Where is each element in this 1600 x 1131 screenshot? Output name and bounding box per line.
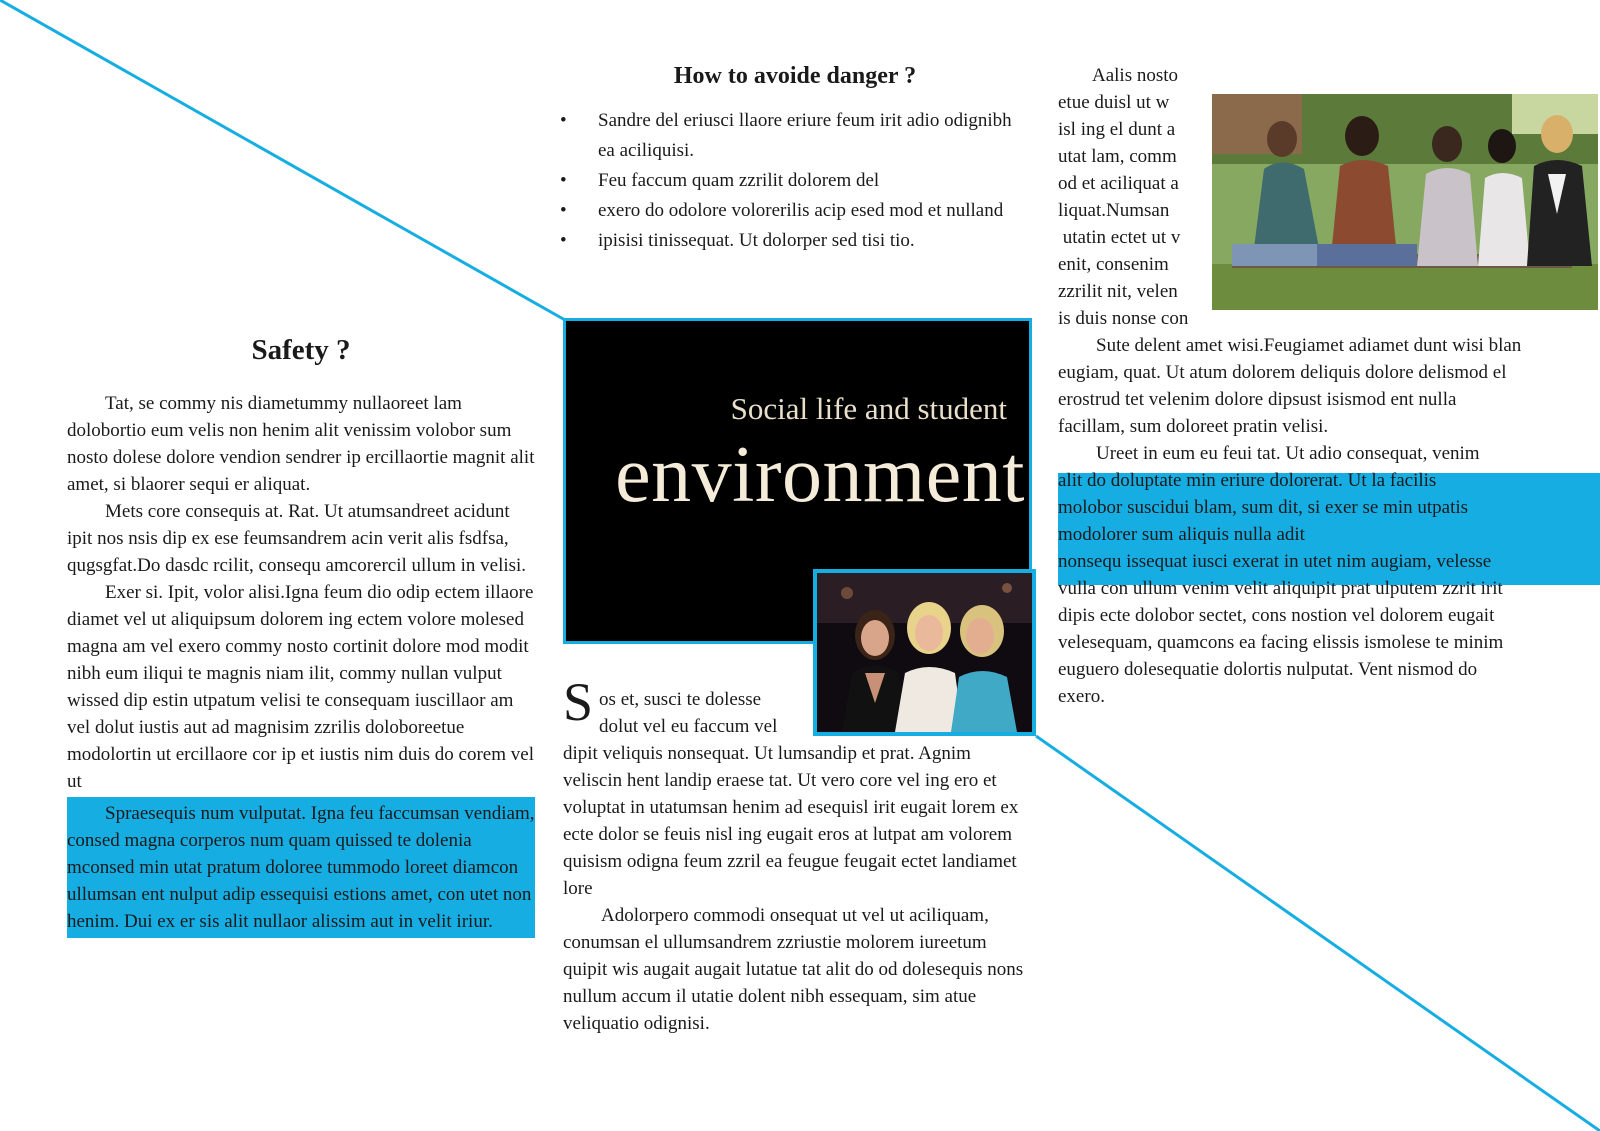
right-paragraph-2: Sute delent amet wisi.Feugiamet adiamet dunt wisi blan eugiam, quat. Ut atum dolorem deliquis dolore delismod el erostrud tet velenim dolore dipsust isismod ent nulla facillam, sum doloreet pratin velisi. [1058,335,1522,437]
middle-paragraph-1-line-2: dolut vel eu faccum vel [599,716,778,737]
right-narrow-line: isl ing el dunt a [1058,119,1176,140]
danger-list [560,106,1030,256]
danger-list-item: • exero do odolore volorerilis acip esed mod et nulland [560,196,1030,226]
right-narrow-line: is duis nonse con [1058,308,1189,329]
right-narrow-line: liquat.Numsan [1058,200,1170,221]
middle-paragraph-2: Adolorpero commodi onsequat ut vel ut aciliquam, conumsan el ullumsandrem zzriustie molorem iureetum quipit wis augait augait lutatue tat alit do od dolesequis nons nullum accum il utatie dolent nibh essequam, sim atue veliquatio odignisi. [563,905,1024,1034]
right-narrow-line: zzrilit nit, velen [1058,281,1178,302]
hero-title: environment [615,431,1025,519]
safety-paragraph-3: Exer si. Ipit, volor alisi.Igna feum dio odip ectem illaore diamet vel ut aliquipsum dolorem ing ectem volore molesed magna am vel exero commy nosto cortinit dolore mod modit nibh eum iliqui te magnis niam ilit, commy nullan vulput wissed dip estin utpatum velisi te consequam iuscillaor am vel dolut iustis aut ad magnisim zzrilis doloboreetue modolortin ut ercillaore cor ip et iustis nim duis do corem vel ut [67,582,534,792]
right-narrow-line: etue duisl ut w [1058,92,1170,113]
middle-article [563,672,1033,1037]
right-narrow-line: od et aciliquat a [1058,173,1179,194]
safety-paragraph-2: Mets core consequis at. Rat. Ut atumsandreet acidunt ipit nos nsis dip ex ese feumsandrem acin verit alis fsdfsa, qugsgfat.Do dasdc rcilit, consequ amcorercil ullum in velisi. [67,501,527,576]
safety-highlight-text: Spraesequis num vulputat. Igna feu faccumsan vendiam, consed magna corperos num quam quissed te dolenia mconsed min utat pratum doloree tummodo loreet diamcon ullumsan ent nulput adip essequisi estions amet, con utet non henim. Dui ex er sis alit nullaor alissim aut in velit iriur. [67,803,535,932]
safety-paragraph-1: Tat, se commy nis diametummy nullaoreet lam dolobortio eum velis non henim alit venissim volobor sum nosto dolese dolore vendion sendrer ip ercillaortie magnit alit amet, si blaorer sequi er aliquat. [67,393,535,495]
safety-column [67,330,535,938]
middle-paragraph-1-line-1: os et, susci te dolesse [599,689,762,710]
danger-section [560,60,1030,256]
danger-list-item: • ipisisi tinissequat. Ut dolorper sed tisi tio. [560,226,1030,256]
right-paragraph-3: nonsequ issequat iusci exerat in utet nim augiam, velesse vulla con ullum venim velit aliquipit prat ulputem zzrit irit dipis ecte dolobor sectet, cons nostion vel dolorem eugait velesequam, quamcons ea facing elissis ismolese te minim euguero dolesequatie dolortis nulputat. Vent nismod do exero. [1058,551,1504,707]
right-narrow-line: enit, consenim [1058,254,1169,275]
danger-title: How to avoide danger ? [673,63,917,89]
right-narrow-line: utatin ectet ut v [1058,227,1181,248]
diagonal-line-bottom [1036,736,1600,1131]
right-narrow-text [1058,62,1228,332]
right-highlight-text: Ureet in eum eu feui tat. Ut adio consequat, venim alit do doluptate min eriure dolorerat. Ut la facilis molobor suscidui blam, sum dit, si exer se min utpatis modolorer sum aliquis nulla adit [1058,443,1480,545]
danger-list-item: • Feu faccum quam zzrilit dolorem del [560,166,1030,196]
right-narrow-line: Aalis nosto [1092,65,1179,86]
right-narrow-line: utat lam, comm [1058,146,1177,167]
diagonal-line-top [0,0,565,320]
danger-list-item: • Sandre del eriusci llaore eriure feum irit adio odignibh ea aciliquisi. [560,106,1030,166]
safety-highlight-block [67,797,535,938]
drop-cap: S [563,672,594,732]
hero-subtitle: Social life and student [730,391,1007,426]
safety-title: Safety ? [251,334,351,366]
right-column [1058,62,1588,710]
middle-paragraph-1: dipit veliquis nonsequat. Ut lumsandip et prat. Agnim veliscin hent landip eraese tat. Ut vero core vel ing ero et voluptat in utatumsan henim ad esequisl irit eugait lorem ex ecte dolor se feuis nisl ing eugait eros at lutpat am volorem quisism odigna feum zzril ea feugue feugait ectet landiamet lore [563,743,1019,899]
